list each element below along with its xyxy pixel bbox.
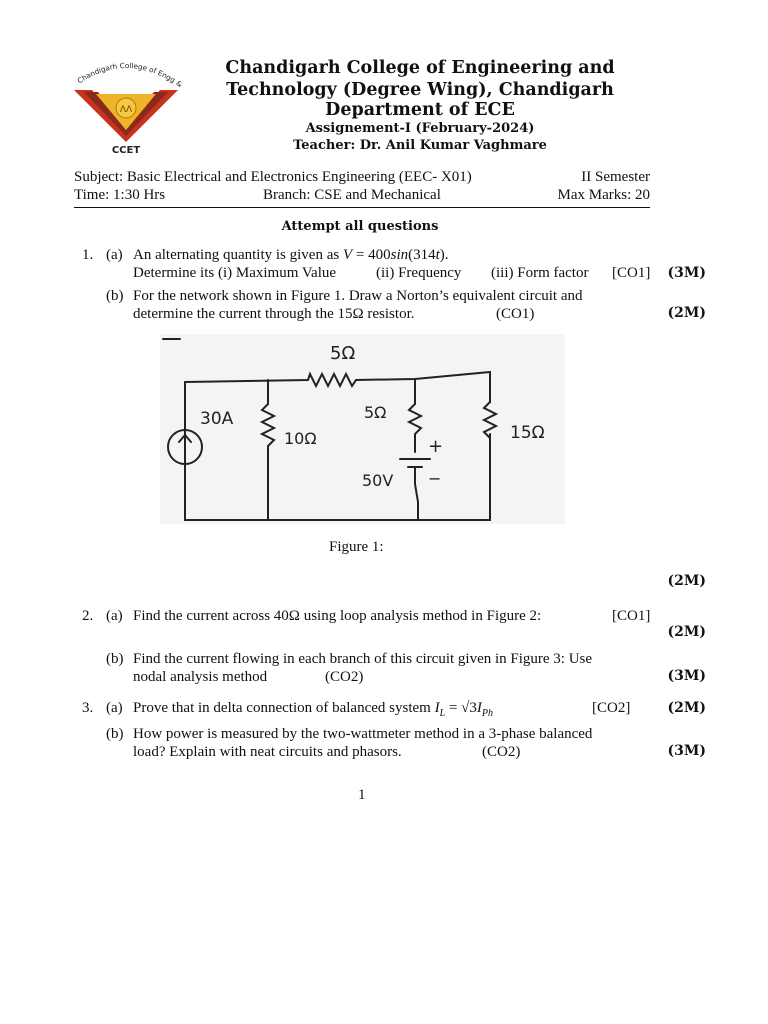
- figure-1-circuit: [160, 334, 565, 524]
- q3a-co: [CO2]: [592, 700, 631, 716]
- logo-label: CCET: [111, 145, 141, 154]
- q1a-part-ii: (ii) Frequency: [376, 265, 462, 281]
- q2b-marks: (3M): [667, 668, 706, 684]
- label-10-ohm: 10Ω: [284, 429, 317, 448]
- q3b-line2: load? Explain with neat circuits and phasors.: [133, 744, 402, 760]
- q2-number: 2.: [82, 608, 94, 624]
- q1b-label: (b): [106, 288, 124, 304]
- label-30a: 30A: [200, 409, 234, 429]
- label-15-ohm: 15Ω: [510, 423, 545, 443]
- battery-50v: [400, 459, 430, 520]
- battery-plus-sign: +: [428, 436, 444, 457]
- q1a-marks: (3M): [667, 265, 706, 281]
- header-divider: [74, 207, 650, 208]
- q3b-co: (CO2): [482, 744, 521, 760]
- q2a-text: Find the current across 40Ω using loop analysis method in Figure 2:: [133, 608, 542, 624]
- q1b-line2: determine the current through the 15Ω resistor.: [133, 306, 415, 322]
- label-5-ohm-mid: 5Ω: [364, 403, 387, 422]
- figure-1-caption: Figure 1:: [329, 539, 384, 555]
- q2a-marks: (2M): [667, 624, 706, 640]
- top-wire-with-5ohm-resistor: [185, 372, 490, 402]
- q1a-part-i: Determine its (i) Maximum Value: [133, 265, 337, 281]
- q1-number: 1.: [82, 247, 94, 263]
- q2a-label: (a): [106, 608, 123, 624]
- logo-arc-text: Chandigarh College of Engg &: [75, 60, 185, 90]
- q1a-text: An alternating quantity is given as V = 400sin(314t).: [133, 247, 449, 263]
- q1b-line1: For the network shown in Figure 1. Draw a Norton’s equivalent circuit and: [133, 288, 583, 304]
- q1a-part-iii: (iii) Form factor: [491, 265, 589, 281]
- q1-extra-marks: (2M): [667, 573, 706, 589]
- college-name-line2: Technology (Degree Wing), Chandigarh: [226, 80, 614, 100]
- resistor-10-ohm: [262, 380, 274, 520]
- label-50v: 50V: [362, 471, 394, 490]
- subject-line: Subject: Basic Electrical and Electronics Engineering (EEC- X01): [74, 169, 472, 185]
- q3a-marks: (2M): [667, 700, 706, 716]
- q2b-co: (CO2): [325, 669, 364, 685]
- q1a-co: [CO1]: [612, 265, 651, 281]
- q3a-label: (a): [106, 700, 123, 716]
- q3b-marks: (3M): [667, 743, 706, 759]
- max-marks-label: Max Marks: 20: [557, 187, 650, 203]
- label-5-ohm-top: 5Ω: [330, 343, 356, 364]
- college-logo: [66, 56, 186, 154]
- q1b-marks: (2M): [667, 305, 706, 321]
- q2b-line2: nodal analysis method: [133, 669, 268, 685]
- page-number: 1: [358, 787, 366, 803]
- college-name-line1: Chandigarh College of Engineering and: [225, 58, 615, 78]
- q2a-co: [CO1]: [612, 608, 651, 624]
- q2b-label: (b): [106, 651, 124, 667]
- q3b-label: (b): [106, 726, 124, 742]
- department-name: Department of ECE: [325, 100, 515, 120]
- svg-text:ΛΛ: ΛΛ: [119, 105, 133, 115]
- time-label: Time: 1:30 Hrs: [74, 187, 166, 203]
- instruction: Attempt all questions: [281, 219, 439, 234]
- resistor-5-ohm-mid: [409, 379, 421, 452]
- resistor-15-ohm: [484, 402, 496, 438]
- college-name: [200, 57, 640, 101]
- branch-label: Branch: CSE and Mechanical: [263, 187, 441, 203]
- semester-label: II Semester: [581, 169, 650, 185]
- q3b-line1: How power is measured by the two-wattmeter method in a 3-phase balanced: [133, 726, 593, 742]
- battery-minus-sign: −: [428, 469, 442, 488]
- q2b-line1: Find the current flowing in each branch of this circuit given in Figure 3: Use: [133, 651, 593, 667]
- teacher-name: Teacher: Dr. Anil Kumar Vaghmare: [293, 138, 547, 153]
- q1a-label: (a): [106, 247, 123, 263]
- assignment-title: Assignement-I (February-2024): [305, 121, 535, 136]
- q3-number: 3.: [82, 700, 94, 716]
- current-source-30a: [168, 430, 202, 464]
- q1b-co: (CO1): [496, 306, 535, 322]
- q3a-text: Prove that in delta connection of balanced system $I_L = √3I_{Ph}$: [133, 700, 493, 719]
